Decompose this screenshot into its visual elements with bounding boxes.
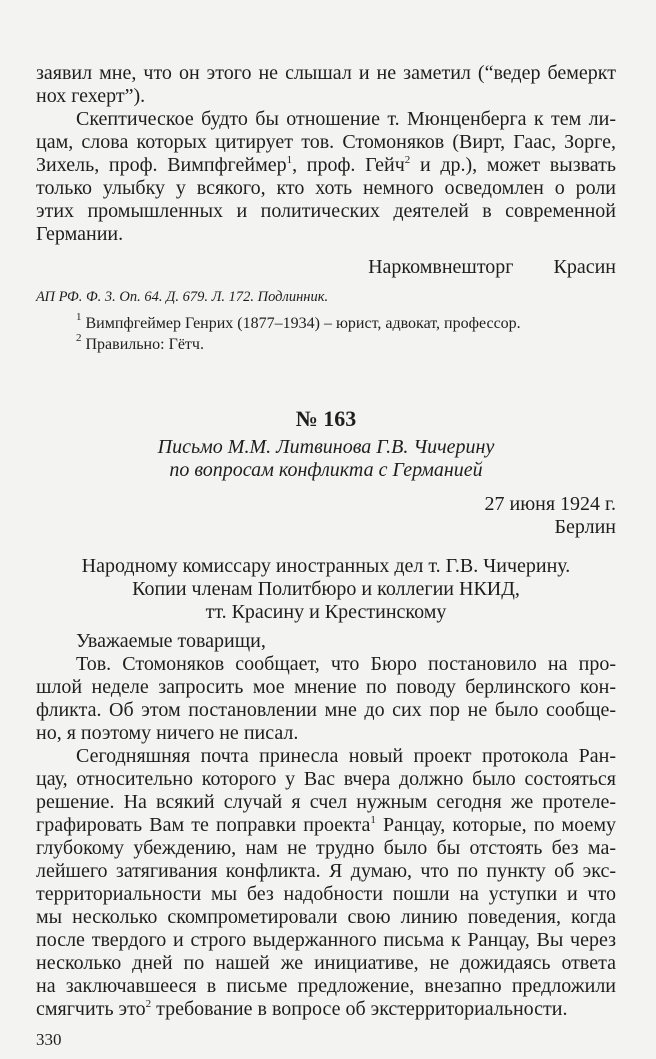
text-segment: после твердого и строго выдержанного письма к Ранцау, Вы через <box>36 929 616 951</box>
date-place <box>36 493 616 539</box>
text-line <box>36 952 616 975</box>
text-segment: решение. На всякий случай я счел нужным сегодня же протеле- <box>36 791 616 813</box>
text-segment: Ранцау, которые, по моему <box>375 814 616 836</box>
document-title <box>36 436 616 482</box>
text-segment: Германии. <box>36 223 124 245</box>
letter <box>36 630 616 1021</box>
text-segment: фликта. Об этом постановлении мне до сих пор не было сообще- <box>36 699 616 721</box>
text-line <box>36 975 616 998</box>
document-number: № 163 <box>295 406 357 431</box>
text-line <box>36 745 616 768</box>
text-line <box>36 676 616 699</box>
text-line <box>36 653 616 676</box>
text-segment: заявил мне, что он этого не слышал и не заметил (“ведер бемеркт <box>36 62 616 84</box>
addressee: Народному комиссару иностранных дел т. Г.В. Чичерину. <box>81 555 571 577</box>
text-segment: территориальности мы без надобности пошли на уступки и что <box>36 883 616 905</box>
text-segment: этих промышленных и политических деятелей в современной <box>36 200 616 222</box>
text-line <box>36 699 616 722</box>
letter-body <box>36 653 616 1021</box>
signature-name: Красин <box>553 256 616 278</box>
text-line <box>36 177 616 200</box>
paragraph <box>36 653 616 745</box>
text-segment: и др.), может вызвать <box>410 154 616 176</box>
top-text <box>36 62 616 246</box>
footnote-1: $^1$ Вимпфгеймер Генрих (1877–1934) – юрист, адвокат, профессор. <box>76 311 521 332</box>
footnote-2: $^2$ Правильно: Гётч. <box>76 332 204 353</box>
document-date: 27 июня 1924 г. <box>484 493 616 515</box>
signature <box>36 256 616 279</box>
text-segment: шлой неделе запросить мое мнение по поводу берлинского кон- <box>36 676 616 698</box>
text-segment: лейшего затягивания конфликта. Я думаю, что по пункту об экс- <box>36 860 616 882</box>
text-segment: цау, относительно которого у Вас вчера должно было состояться <box>36 768 616 790</box>
text-segment: , проф. Гейч <box>292 154 405 176</box>
text-line <box>36 814 616 837</box>
text-segment: требование в вопросе об экстерриториальности. <box>151 998 568 1020</box>
signature-position: Наркомвнешторг <box>368 256 514 278</box>
text-segment: на заключавшееся в письме предложение, внезапно предложили <box>36 975 616 997</box>
text-line <box>36 131 616 154</box>
text-line <box>36 154 616 177</box>
footnote-ref: 2 <box>404 154 411 166</box>
paragraph <box>36 108 616 246</box>
document-place: Берлин <box>554 516 616 538</box>
text-line <box>36 223 616 246</box>
text-segment: графировать Вам те поправки проекта <box>36 814 371 836</box>
text-line <box>36 768 616 791</box>
text-line <box>36 906 616 929</box>
text-line <box>36 85 616 108</box>
addressees <box>36 555 616 624</box>
text-segment: нох гехерт”). <box>36 85 146 107</box>
text-segment: только улыбку у всякого, кто хоть немного осведомлен о роли <box>36 177 616 199</box>
footnote-ref: 1 <box>370 814 376 826</box>
copies-line: тт. Красину и Крестинскому <box>205 601 447 623</box>
text-segment: Зихель, проф. Вимпфгеймер <box>36 154 287 176</box>
title-line: по вопросам конфликта с Германией <box>169 459 483 481</box>
text-line <box>36 998 616 1021</box>
title-line: Письмо М.М. Литвинова Г.В. Чичерину <box>157 436 495 458</box>
text-segment: глубокому убеждению, нам не трудно было бы отстоять без ма- <box>36 837 616 859</box>
text-segment: Сегодняшняя почта принесла новый проект протокола Ран- <box>76 745 616 767</box>
footnote-ref: 1 <box>286 154 293 166</box>
text-line <box>36 108 616 131</box>
text-segment: но, я поэтому ничего не писал. <box>36 722 299 744</box>
footnote-ref: 2 <box>145 998 152 1010</box>
text-line <box>36 200 616 223</box>
page-number: 330 <box>36 1030 62 1049</box>
text-line <box>36 929 616 952</box>
text-segment: смягчить это <box>36 998 146 1020</box>
text-segment: Тов. Стомоняков сообщает, что Бюро постановило на про- <box>76 653 616 675</box>
text-segment: цам, слова которых цитирует тов. Стомоняков (Вирт, Гаас, Зорге, <box>36 131 616 153</box>
text-line <box>36 883 616 906</box>
text-line <box>36 722 616 745</box>
text-line <box>36 837 616 860</box>
salutation: Уважаемые товарищи, <box>76 630 266 652</box>
footnotes <box>36 313 656 355</box>
paragraph <box>36 745 616 1021</box>
archive-source: АП РФ. Ф. 3. Оп. 64. Д. 679. Л. 172. Подлинник. <box>36 289 329 305</box>
text-line <box>36 791 616 814</box>
text-line <box>36 62 616 85</box>
paragraph <box>36 62 616 108</box>
text-line <box>36 860 616 883</box>
copies-line: Копии членам Политбюро и коллегии НКИД, <box>132 578 520 600</box>
text-segment: мы несколько скомпрометировали свою линию поведения, когда <box>36 906 616 928</box>
text-segment: несколько дней по нашей же инициативе, не дожидаясь ответа <box>36 952 616 974</box>
text-segment: Скептическое будто бы отношение т. Мюнценберга к тем ли- <box>76 108 616 130</box>
